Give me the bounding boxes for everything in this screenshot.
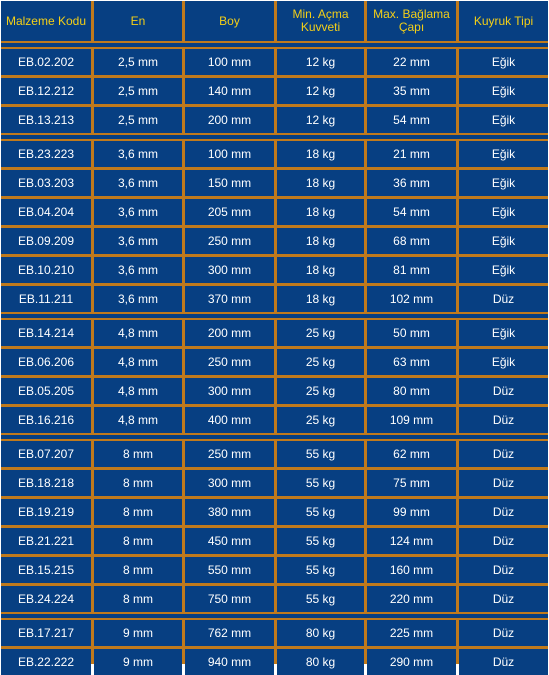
cell-tail-type: Düz	[459, 557, 548, 583]
cell-width: 2,5 mm	[94, 107, 182, 133]
cell-material-code: EB.02.202	[1, 49, 91, 75]
cell-material-code: EB.18.218	[1, 470, 91, 496]
cell-length: 250 mm	[185, 349, 274, 375]
cell-length: 250 mm	[185, 228, 274, 254]
table-row	[1, 141, 548, 167]
cell-max-bundle-diameter: 22 mm	[367, 49, 456, 75]
header-tail-type: Kuyruk Tipi	[459, 1, 548, 41]
cell-max-bundle-diameter: 225 mm	[367, 620, 456, 646]
cell-material-code: EB.04.204	[1, 199, 91, 225]
cell-material-code: EB.14.214	[1, 320, 91, 346]
cell-material-code: EB.21.221	[1, 528, 91, 554]
cell-width: 3,6 mm	[94, 141, 182, 167]
cell-tail-type: Düz	[459, 620, 548, 646]
header-length: Boy	[185, 1, 274, 41]
cell-max-bundle-diameter: 80 mm	[367, 378, 456, 404]
cell-max-bundle-diameter: 99 mm	[367, 499, 456, 525]
cell-min-opening-force: 12 kg	[277, 107, 364, 133]
table-row	[1, 499, 548, 525]
cell-tail-type: Eğik	[459, 320, 548, 346]
table-row	[1, 649, 548, 675]
table-row	[1, 586, 548, 612]
cell-material-code: EB.23.223	[1, 141, 91, 167]
group-divider	[1, 314, 548, 318]
table-row	[1, 257, 548, 283]
cell-min-opening-force: 12 kg	[277, 78, 364, 104]
cell-length: 200 mm	[185, 320, 274, 346]
cell-max-bundle-diameter: 160 mm	[367, 557, 456, 583]
cell-tail-type: Eğik	[459, 199, 548, 225]
cell-length: 200 mm	[185, 107, 274, 133]
table-row	[1, 228, 548, 254]
cell-tail-type: Düz	[459, 286, 548, 312]
header-width: En	[94, 1, 182, 41]
cell-tail-type: Eğik	[459, 349, 548, 375]
table-row	[1, 199, 548, 225]
cell-tail-type: Düz	[459, 586, 548, 612]
cell-length: 370 mm	[185, 286, 274, 312]
cell-material-code: EB.10.210	[1, 257, 91, 283]
table-row	[1, 107, 548, 133]
cell-width: 8 mm	[94, 586, 182, 612]
cell-material-code: EB.03.203	[1, 170, 91, 196]
cell-min-opening-force: 18 kg	[277, 286, 364, 312]
cell-width: 4,8 mm	[94, 407, 182, 433]
cell-width: 3,6 mm	[94, 199, 182, 225]
cell-tail-type: Eğik	[459, 257, 548, 283]
table-header-row	[1, 1, 548, 41]
cell-length: 750 mm	[185, 586, 274, 612]
table-row	[1, 528, 548, 554]
cell-width: 3,6 mm	[94, 257, 182, 283]
cell-max-bundle-diameter: 220 mm	[367, 586, 456, 612]
cell-min-opening-force: 18 kg	[277, 170, 364, 196]
table-row	[1, 441, 548, 467]
cell-width: 9 mm	[94, 649, 182, 675]
cell-length: 140 mm	[185, 78, 274, 104]
cell-min-opening-force: 55 kg	[277, 470, 364, 496]
cell-material-code: EB.06.206	[1, 349, 91, 375]
cell-min-opening-force: 55 kg	[277, 557, 364, 583]
cell-min-opening-force: 80 kg	[277, 649, 364, 675]
group-divider	[1, 135, 548, 139]
cell-min-opening-force: 55 kg	[277, 441, 364, 467]
cell-min-opening-force: 25 kg	[277, 320, 364, 346]
cell-width: 8 mm	[94, 528, 182, 554]
table-row	[1, 49, 548, 75]
cell-material-code: EB.16.216	[1, 407, 91, 433]
cell-material-code: EB.12.212	[1, 78, 91, 104]
header-min-opening-force: Min. Açma Kuvveti	[277, 1, 364, 41]
cell-min-opening-force: 55 kg	[277, 586, 364, 612]
cell-width: 9 mm	[94, 620, 182, 646]
cell-tail-type: Düz	[459, 378, 548, 404]
cell-max-bundle-diameter: 35 mm	[367, 78, 456, 104]
cell-max-bundle-diameter: 290 mm	[367, 649, 456, 675]
cell-min-opening-force: 18 kg	[277, 228, 364, 254]
cell-width: 2,5 mm	[94, 49, 182, 75]
cell-min-opening-force: 18 kg	[277, 257, 364, 283]
cell-length: 300 mm	[185, 257, 274, 283]
cell-length: 250 mm	[185, 441, 274, 467]
cell-width: 3,6 mm	[94, 286, 182, 312]
cell-min-opening-force: 18 kg	[277, 199, 364, 225]
cell-length: 550 mm	[185, 557, 274, 583]
header-max-bundle-diameter: Max. Bağlama Çapı	[367, 1, 456, 41]
cell-min-opening-force: 18 kg	[277, 141, 364, 167]
cell-material-code: EB.17.217	[1, 620, 91, 646]
cell-length: 450 mm	[185, 528, 274, 554]
cell-tail-type: Eğik	[459, 170, 548, 196]
cell-length: 300 mm	[185, 470, 274, 496]
cell-material-code: EB.05.205	[1, 378, 91, 404]
cell-length: 100 mm	[185, 49, 274, 75]
cell-max-bundle-diameter: 81 mm	[367, 257, 456, 283]
cell-width: 8 mm	[94, 470, 182, 496]
group-divider	[1, 435, 548, 439]
table-row	[1, 557, 548, 583]
cell-length: 205 mm	[185, 199, 274, 225]
cell-min-opening-force: 55 kg	[277, 528, 364, 554]
cell-tail-type: Eğik	[459, 107, 548, 133]
cell-length: 380 mm	[185, 499, 274, 525]
cell-max-bundle-diameter: 63 mm	[367, 349, 456, 375]
cell-tail-type: Düz	[459, 528, 548, 554]
cell-max-bundle-diameter: 21 mm	[367, 141, 456, 167]
cell-width: 4,8 mm	[94, 378, 182, 404]
cell-tail-type: Eğik	[459, 49, 548, 75]
cell-tail-type: Eğik	[459, 228, 548, 254]
cell-min-opening-force: 55 kg	[277, 499, 364, 525]
spec-table	[1, 1, 548, 669]
table-row	[1, 320, 548, 346]
cell-width: 4,8 mm	[94, 320, 182, 346]
cell-min-opening-force: 12 kg	[277, 49, 364, 75]
cell-length: 300 mm	[185, 378, 274, 404]
cell-width: 8 mm	[94, 499, 182, 525]
cell-tail-type: Düz	[459, 441, 548, 467]
cell-min-opening-force: 80 kg	[277, 620, 364, 646]
table-row	[1, 286, 548, 312]
cell-width: 3,6 mm	[94, 228, 182, 254]
cell-max-bundle-diameter: 50 mm	[367, 320, 456, 346]
group-divider	[1, 614, 548, 618]
table-row	[1, 378, 548, 404]
header-material-code: Malzeme Kodu	[1, 1, 91, 41]
cell-material-code: EB.09.209	[1, 228, 91, 254]
cell-max-bundle-diameter: 75 mm	[367, 470, 456, 496]
cell-max-bundle-diameter: 36 mm	[367, 170, 456, 196]
cell-material-code: EB.11.211	[1, 286, 91, 312]
cell-material-code: EB.07.207	[1, 441, 91, 467]
cell-width: 4,8 mm	[94, 349, 182, 375]
table-row	[1, 170, 548, 196]
cell-max-bundle-diameter: 68 mm	[367, 228, 456, 254]
cell-tail-type: Eğik	[459, 78, 548, 104]
cell-material-code: EB.22.222	[1, 649, 91, 675]
cell-length: 400 mm	[185, 407, 274, 433]
cell-tail-type: Düz	[459, 649, 548, 675]
cell-width: 3,6 mm	[94, 170, 182, 196]
cell-tail-type: Düz	[459, 470, 548, 496]
cell-length: 940 mm	[185, 649, 274, 675]
cell-width: 8 mm	[94, 441, 182, 467]
cell-tail-type: Düz	[459, 407, 548, 433]
table-row	[1, 620, 548, 646]
cell-material-code: EB.13.213	[1, 107, 91, 133]
cell-min-opening-force: 25 kg	[277, 407, 364, 433]
cell-max-bundle-diameter: 124 mm	[367, 528, 456, 554]
table-row	[1, 470, 548, 496]
cell-tail-type: Düz	[459, 499, 548, 525]
table-row	[1, 78, 548, 104]
cell-min-opening-force: 25 kg	[277, 378, 364, 404]
table-row	[1, 349, 548, 375]
cell-length: 762 mm	[185, 620, 274, 646]
group-divider	[1, 43, 548, 47]
table-row	[1, 407, 548, 433]
cell-max-bundle-diameter: 62 mm	[367, 441, 456, 467]
cell-material-code: EB.15.215	[1, 557, 91, 583]
cell-length: 150 mm	[185, 170, 274, 196]
cell-length: 100 mm	[185, 141, 274, 167]
cell-material-code: EB.24.224	[1, 586, 91, 612]
cell-max-bundle-diameter: 102 mm	[367, 286, 456, 312]
cell-max-bundle-diameter: 109 mm	[367, 407, 456, 433]
cell-width: 2,5 mm	[94, 78, 182, 104]
cell-width: 8 mm	[94, 557, 182, 583]
cell-max-bundle-diameter: 54 mm	[367, 199, 456, 225]
cell-material-code: EB.19.219	[1, 499, 91, 525]
cell-max-bundle-diameter: 54 mm	[367, 107, 456, 133]
cell-min-opening-force: 25 kg	[277, 349, 364, 375]
cell-tail-type: Eğik	[459, 141, 548, 167]
